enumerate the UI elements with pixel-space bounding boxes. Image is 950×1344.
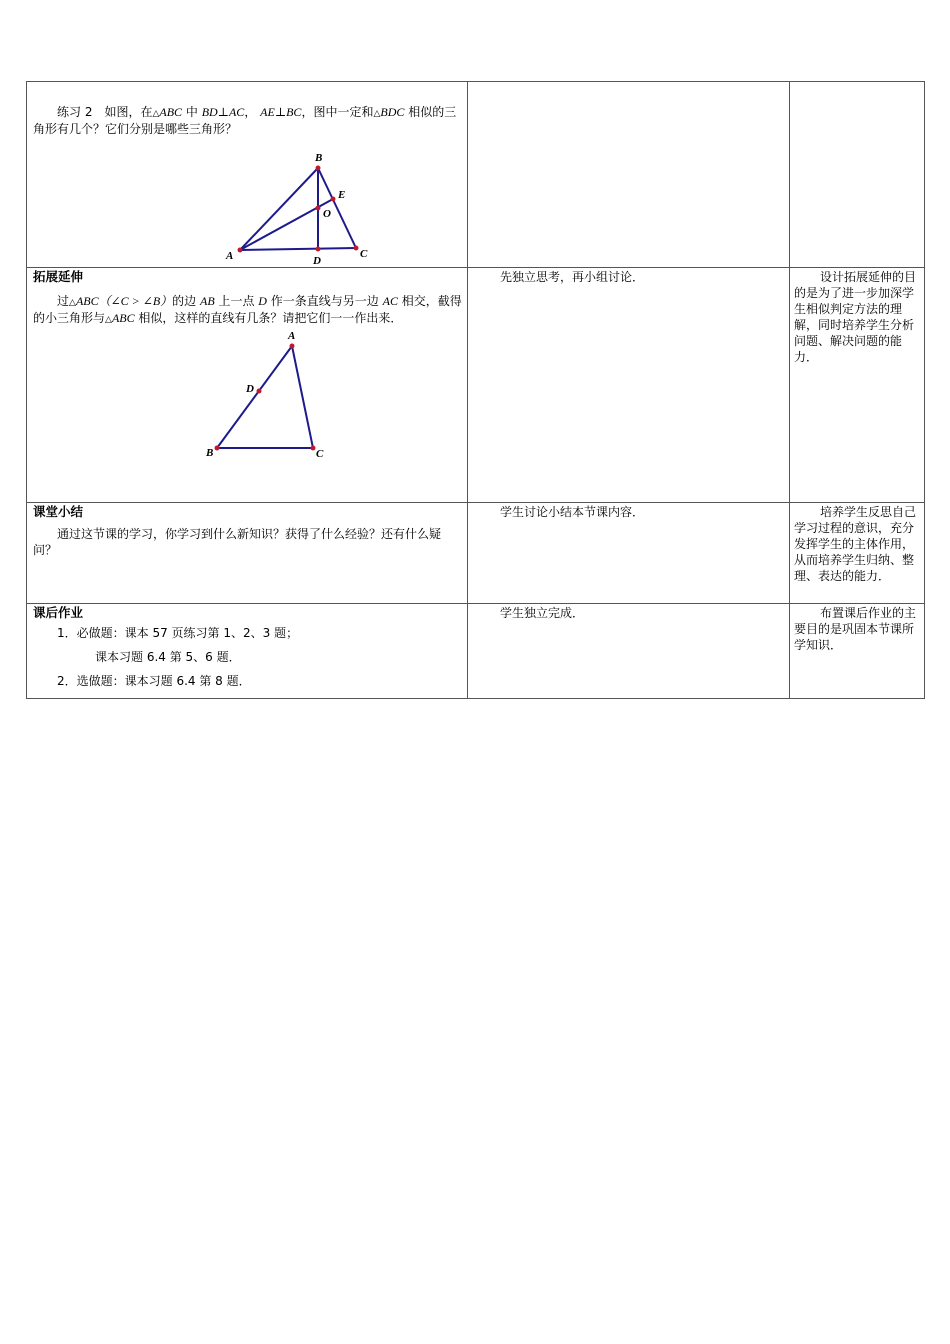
point-c <box>354 246 359 251</box>
point-d <box>316 247 321 252</box>
homework-cell <box>27 604 468 699</box>
figure-triangle-abc-altitudes <box>27 135 467 265</box>
design-intent-cell <box>790 82 925 268</box>
label-e: E <box>338 189 346 201</box>
student-activity-text: 学生讨论小结本节课内容． <box>500 505 645 519</box>
design-intent-cell <box>790 268 925 503</box>
label-d: D <box>313 255 321 265</box>
section-heading-summary: 课堂小结 <box>33 504 84 519</box>
point-b <box>215 446 220 451</box>
design-intent-cell <box>790 503 925 604</box>
homework-item-1b: 课本习题 6.4 第 5、6 题． <box>95 650 241 664</box>
segment-ac <box>240 248 356 250</box>
student-activity-cell <box>468 503 790 604</box>
point-a <box>290 344 295 349</box>
label-a: A <box>288 330 296 342</box>
extension-cell <box>27 268 468 503</box>
label-b: B <box>206 447 214 459</box>
lesson-plan-table <box>26 81 925 699</box>
design-intent-text: 设计拓展延伸的目的是为了进一步加深学生相似判定方法的理解，同时培养学生分析问题、解决问题的能力． <box>794 270 917 364</box>
student-activity-cell <box>468 268 790 503</box>
point-c <box>311 446 316 451</box>
label-d: D <box>246 383 254 395</box>
student-activity-text: 先独立思考，再小组讨论． <box>500 270 645 284</box>
summary-cell <box>27 503 468 604</box>
point-a <box>238 248 243 253</box>
section-heading-extension: 拓展延伸 <box>33 269 84 284</box>
point-d <box>257 389 262 394</box>
homework-item-1: 1．必做题：课本 57 页练习第 1、2、3 题； <box>57 626 299 640</box>
segment-ab <box>217 346 292 448</box>
design-intent-text: 布置课后作业的主要目的是巩固本节课所学知识． <box>794 606 917 652</box>
homework-item-2: 2．选做题：课本习题 6.4 第 8 题． <box>57 674 251 688</box>
table-row <box>27 82 925 268</box>
table-row <box>27 268 925 503</box>
point-o <box>316 206 321 211</box>
student-activity-cell <box>468 604 790 699</box>
student-activity-cell <box>468 82 790 268</box>
table-row <box>27 503 925 604</box>
extension-text: 过△ABC（∠C > ∠B）的边 AB 上一点 D 作一条直线与另一边 AC 相交，截得的小三角形与△ABC 相似，这样的直线有几条？请把它们一一作出来． <box>33 294 462 325</box>
label-a: A <box>226 250 234 262</box>
label-c: C <box>360 248 368 260</box>
summary-text: 通过这节课的学习，你学习到什么新知识？获得了什么经验？还有什么疑问？ <box>33 527 442 557</box>
section-heading-homework: 课后作业 <box>33 605 84 620</box>
label-o: O <box>323 208 331 220</box>
table-row <box>27 604 925 699</box>
label-b: B <box>315 152 323 164</box>
exercise-cell <box>27 82 468 268</box>
student-activity-text: 学生独立完成． <box>500 606 585 620</box>
segment-ab <box>240 168 318 250</box>
design-intent-text: 培养学生反思自己学习过程的意识，充分发挥学生的主体作用，从而培养学生归纳、整理、表达的能力． <box>794 505 917 583</box>
segment-ac <box>292 346 313 448</box>
label-c: C <box>316 448 324 460</box>
point-b <box>316 166 321 171</box>
exercise-2-text: 练习 2 如图，在△ABC 中 BD⊥AC， AE⊥BC，图中一定和△BDC 相似的三角形有几个？它们分别是哪些三角形？ <box>33 105 457 136</box>
figure-triangle-abc-point-d <box>27 323 467 463</box>
design-intent-cell <box>790 604 925 699</box>
point-e <box>331 197 336 202</box>
